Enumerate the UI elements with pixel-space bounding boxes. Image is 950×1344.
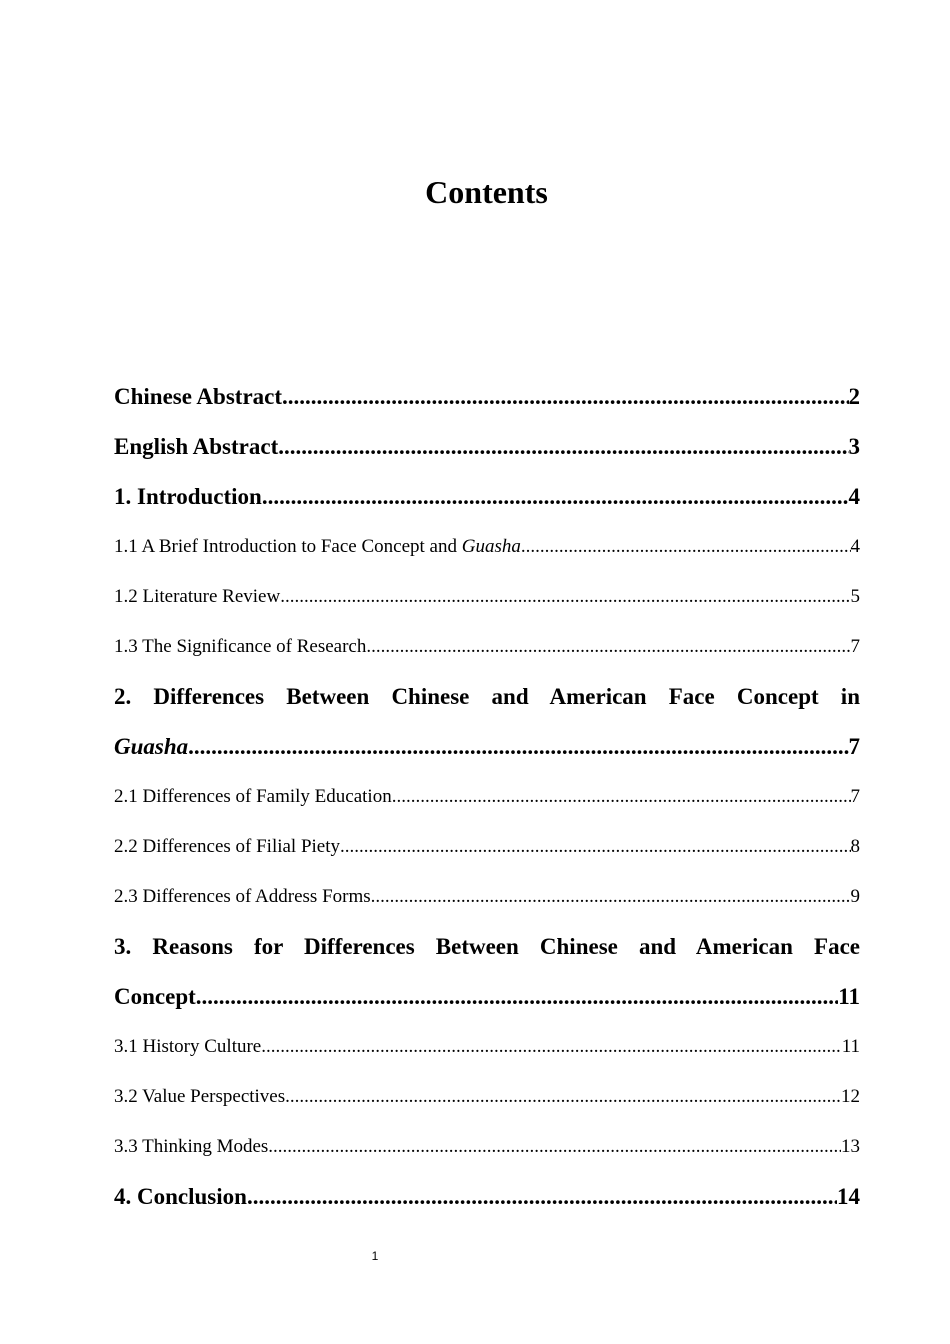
dot-leader xyxy=(285,1072,841,1122)
toc-entry-page: 7 xyxy=(848,734,860,759)
dot-leader xyxy=(392,772,851,822)
toc-entry-chinese-abstract[interactable] xyxy=(114,372,860,422)
toc-entry-label: 4. Conclusion xyxy=(114,1184,247,1209)
toc-entry-label: 1.2 Literature Review xyxy=(114,586,281,607)
dot-leader xyxy=(268,1122,841,1172)
toc-entry-page: 12 xyxy=(841,1086,860,1107)
dot-leader xyxy=(196,972,838,1022)
dot-leader xyxy=(366,622,850,672)
dot-leader xyxy=(247,1172,837,1222)
page-title: Contents xyxy=(425,174,548,210)
dot-leader xyxy=(371,872,851,922)
toc-entry-page: 7 xyxy=(850,636,860,657)
toc-entry-page: 2 xyxy=(848,384,860,409)
toc-entry-page: 11 xyxy=(838,984,860,1009)
toc-entry-label: Concept xyxy=(114,984,196,1009)
toc-entry-3-2[interactable] xyxy=(114,1072,860,1122)
toc-entry-page: 9 xyxy=(850,886,860,907)
dot-leader xyxy=(262,472,849,522)
toc-entry-page: 5 xyxy=(850,586,860,607)
toc-entry-english-abstract[interactable] xyxy=(114,422,860,472)
toc-entry-chapter-2-line-1[interactable] xyxy=(114,672,860,722)
toc-entry-label: 1. Introduction xyxy=(114,484,262,509)
dot-leader xyxy=(280,572,850,622)
toc-entry-label-text: 1.1 A Brief Introduction to Face Concept and xyxy=(114,536,462,557)
toc-entry-page: 4 xyxy=(850,536,860,557)
toc-entry-label-italic: Guasha xyxy=(461,536,521,557)
toc-entry-2-3[interactable] xyxy=(114,872,860,922)
toc-entry-page: 3 xyxy=(848,434,860,459)
toc-entry-chapter-3-line-1[interactable] xyxy=(114,922,860,972)
toc-entry-label: 2.1 Differences of Family Education xyxy=(114,786,392,807)
dot-leader xyxy=(340,822,850,872)
toc-entry-label: 2.3 Differences of Address Forms xyxy=(114,886,371,907)
toc-entry-page: 7 xyxy=(850,786,860,807)
toc-entry-3-3[interactable] xyxy=(114,1122,860,1172)
toc-entry-1-3[interactable] xyxy=(114,622,860,672)
toc-entry-label: 3.2 Value Perspectives xyxy=(114,1086,286,1107)
toc-entry-2-1[interactable] xyxy=(114,772,860,822)
toc-entry-label: 3.1 History Culture xyxy=(114,1036,262,1057)
dot-leader xyxy=(278,422,848,472)
toc-entry-3-1[interactable] xyxy=(114,1022,860,1072)
toc-entry-1-2[interactable] xyxy=(114,572,860,622)
toc-entry-label: 3. Reasons for Differences Between Chinese and American Face xyxy=(114,934,860,959)
toc-entry-chapter-3-line-2[interactable] xyxy=(114,972,860,1022)
toc-entry-introduction[interactable] xyxy=(114,472,860,522)
toc-entry-label-italic: Guasha xyxy=(114,734,189,759)
dot-leader xyxy=(261,1022,841,1072)
toc-entry-page: 4 xyxy=(848,484,860,509)
toc-entry-page: 8 xyxy=(850,836,860,857)
toc-entry-label: 1.3 The Significance of Research xyxy=(114,636,367,657)
toc-entry-page: 13 xyxy=(841,1136,860,1157)
dot-leader xyxy=(282,372,848,422)
toc-entry-1-1[interactable] xyxy=(114,522,860,572)
dot-leader xyxy=(188,722,848,772)
toc-entry-page: 14 xyxy=(837,1184,860,1209)
toc-entry-label: Chinese Abstract xyxy=(114,384,283,409)
toc-entry-label xyxy=(114,522,521,572)
toc-entry-conclusion[interactable] xyxy=(114,1172,860,1222)
toc-entry-label: 2.2 Differences of Filial Piety xyxy=(114,836,341,857)
toc-entry-chapter-2-line-2[interactable] xyxy=(114,722,860,772)
toc-entry-label: 2. Differences Between Chinese and American Face Concept in xyxy=(114,684,860,709)
toc-entry-label: English Abstract xyxy=(114,434,279,459)
toc-entry-2-2[interactable] xyxy=(114,822,860,872)
dot-leader xyxy=(521,522,851,572)
toc-entry-page: 11 xyxy=(841,1036,860,1057)
table-of-contents xyxy=(114,372,860,1222)
toc-entry-label: 3.3 Thinking Modes xyxy=(114,1136,269,1157)
footer-page-number: 1 xyxy=(371,1249,379,1263)
